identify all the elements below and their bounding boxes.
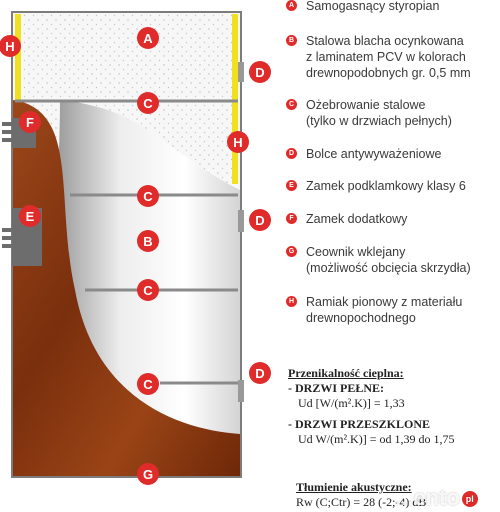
acoustic-value: Rw (C;Ctr) = 28 (-2;-4) dB <box>296 495 427 509</box>
svg-text:C: C <box>143 189 153 204</box>
stile-right <box>232 14 238 184</box>
legend-item-c <box>286 97 500 129</box>
svg-text:H: H <box>5 39 15 54</box>
legend-badge-g: G <box>286 246 297 257</box>
legend-item-e <box>286 178 500 194</box>
svg-text:B: B <box>143 234 153 249</box>
legend-badge-e: E <box>286 180 297 191</box>
marker-b <box>137 230 159 252</box>
marker-d-3 <box>249 362 271 384</box>
marker-h-right <box>227 131 249 153</box>
marker-d-2 <box>249 209 271 231</box>
marker-c-1 <box>137 92 159 114</box>
legend-text-a: Samogasnący styropian <box>306 0 440 13</box>
legend-badge-b: B <box>286 35 297 46</box>
legend-badge-c: C <box>286 99 297 110</box>
legend-text-h: Ramiak pionowy z materiału drewnopochodnego <box>306 295 463 325</box>
legend-text-c: Ożebrowanie stalowe (tylko w drzwiach pełnych) <box>306 98 452 128</box>
marker-h-left <box>0 35 21 57</box>
thermal-heading: Przenikalność cieplna: <box>288 366 404 380</box>
svg-text:D: D <box>255 65 265 80</box>
acoustic-heading: Tłumienie akustyczne: <box>296 480 412 494</box>
legend-item-d <box>286 146 500 162</box>
legend-badge-d: D <box>286 148 297 159</box>
svg-text:A: A <box>143 31 153 46</box>
thermal-glazed-value: Ud W/(m².K)] = od 1,39 do 1,75 <box>298 432 455 446</box>
marker-c-4 <box>137 373 159 395</box>
svg-text:E: E <box>25 209 35 224</box>
thermal-full-label: - DRZWI PEŁNE: <box>288 381 385 395</box>
legend-badge-h: H <box>286 296 297 307</box>
svg-text:H: H <box>233 135 243 150</box>
watermark-logo: ...ento pl <box>395 485 478 511</box>
svg-text:C: C <box>143 283 153 298</box>
svg-text:C: C <box>143 96 153 111</box>
svg-text:D: D <box>255 366 265 381</box>
svg-text:C: C <box>143 377 153 392</box>
marker-a <box>137 27 159 49</box>
legend-badge-a: A <box>286 0 297 11</box>
thermal-section <box>288 366 500 447</box>
svg-text:G: G <box>142 467 154 482</box>
stile-left <box>15 14 21 100</box>
legend-badge-f: F <box>286 213 297 224</box>
legend-text-b: Stalowa blacha ocynkowana z laminatem PCV w kolorach drewnopodobnych gr. 0,5 mm <box>306 34 471 80</box>
marker-f <box>19 111 41 133</box>
watermark-badge: pl <box>462 491 478 507</box>
marker-c-2 <box>137 185 159 207</box>
legend-item-a <box>286 0 500 14</box>
svg-text:D: D <box>255 213 265 228</box>
legend-text-f: Zamek dodatkowy <box>306 212 408 226</box>
marker-e <box>19 205 41 227</box>
legend-item-h <box>286 294 500 326</box>
legend-text-g: Ceownik wklejany (możliwość obcięcia skrzydła) <box>306 245 471 275</box>
legend-text-e: Zamek podklamkowy klasy 6 <box>306 179 466 193</box>
thermal-full-value: Ud [W/(m².K)] = 1,33 <box>298 396 405 410</box>
legend-text-d: Bolce antywyważeniowe <box>306 147 442 161</box>
marker-d-1 <box>249 61 271 83</box>
svg-text:F: F <box>26 115 34 130</box>
marker-c-3 <box>137 279 159 301</box>
thermal-glazed-label: - DRZWI PRZESZKLONE <box>288 417 431 431</box>
marker-g <box>137 463 159 485</box>
legend-item-f <box>286 211 500 227</box>
legend-item-g <box>286 244 500 276</box>
legend-item-b <box>286 33 500 81</box>
